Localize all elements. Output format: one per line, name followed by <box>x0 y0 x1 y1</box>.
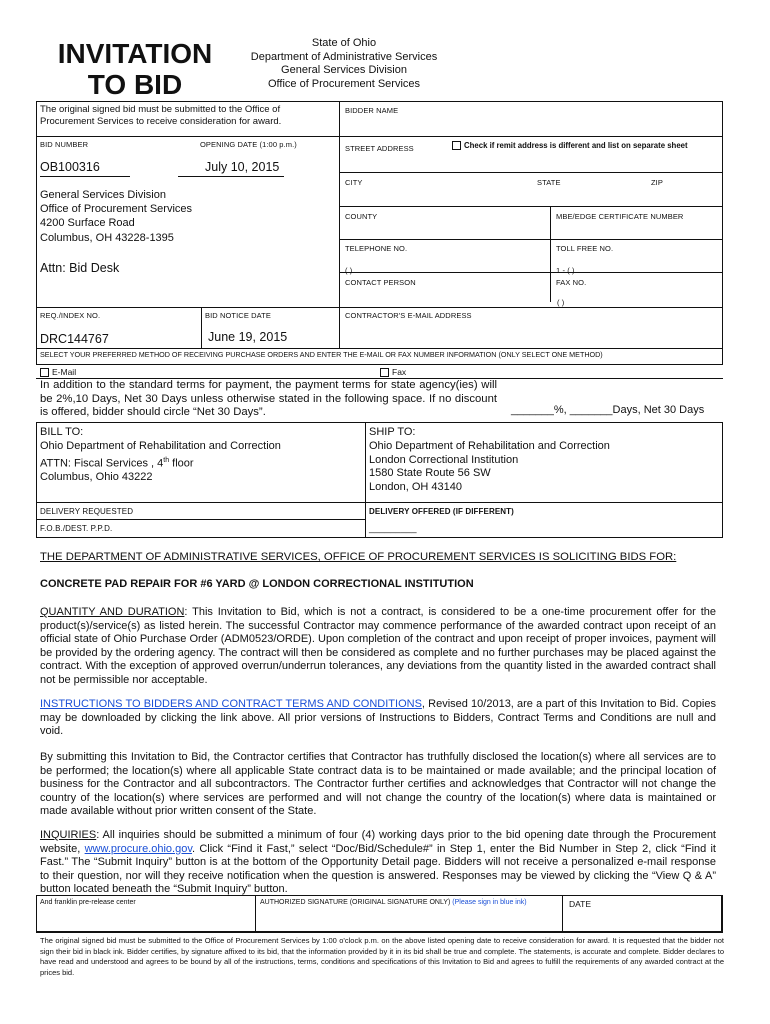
toll-free-field[interactable]: 1 - ( ) <box>556 266 575 275</box>
soliciting-heading: THE DEPARTMENT OF ADMINISTRATIVE SERVICES, OFFICE OF PROCUREMENT SERVICES IS SOLICITING BIDS FOR: <box>40 551 677 563</box>
divider <box>339 206 723 207</box>
address-line: General Services Division <box>40 189 166 201</box>
underline <box>178 176 284 177</box>
fob-label: F.O.B./DEST. P.P.D. <box>40 524 113 533</box>
divider <box>36 519 365 520</box>
county-label: COUNTY <box>345 212 378 221</box>
contact-person-label: CONTACT PERSON <box>345 278 416 287</box>
column-divider <box>339 101 340 348</box>
ship-to-line: London Correctional Institution <box>369 453 519 466</box>
payment-terms-text: In addition to the standard terms for payment, the payment terms for state agency(ies) will be 2%,10 Days, Net 30 Days unless otherwise stated in the following space. If no discount is offered, bidder should circle “Net 30 Days”. <box>40 379 497 419</box>
state-label: STATE <box>537 178 561 187</box>
delivery-requested-label: DELIVERY REQUESTED <box>40 507 134 516</box>
footer-note: The original signed bid must be submitted to the Office of Procurement Services by 1:00 o'clock p.m. on the above listed opening date to receive consideration for award. It is requested that the bidder not sign their bid in black ink. Bidder certifies, by signature affixed to its bid, that the information provided by it in its bid shall be true and complete. The statements, is accurate and complete. Bidder declares to have read and understood and agrees to be bound by all of the instructions, terms, conditions and specifications of this Invitation to Bid and agrees to fulfill the requirements of any awarded contract at the prices bid. <box>40 936 724 977</box>
instructions-text: , Revised 10/2013, are a part of this Invitation to Bid. Copies may be downloaded by clicking the link above. All prior versions of Instructions to Bidders, Contract Terms and Conditions are null and void. <box>40 698 716 738</box>
ship-to-line: Ohio Department of Rehabilitation and Correction <box>369 439 610 452</box>
payment-terms-blank[interactable]: _______%, _______Days, Net 30 Days <box>511 404 705 416</box>
agency-header <box>228 37 460 91</box>
bill-to-line: Ohio Department of Rehabilitation and Correction <box>40 439 281 452</box>
divider <box>365 422 366 538</box>
divider <box>201 307 202 348</box>
authorized-signature-field[interactable] <box>260 908 558 930</box>
bill-to-line: Columbus, Ohio 43222 <box>40 471 153 484</box>
address-line: Office of Procurement Services <box>40 203 193 216</box>
title-line-1: INVITATION <box>57 38 213 69</box>
toll-free-label: TOLL FREE NO. <box>556 244 614 253</box>
divider <box>36 348 723 349</box>
email-address-label: CONTRACTOR'S E-MAIL ADDRESS <box>345 311 472 320</box>
project-title: CONCRETE PAD REPAIR FOR #6 YARD @ LONDON CORRECTIONAL INSTITUTION <box>40 578 474 590</box>
telephone-label: TELEPHONE NO. <box>345 244 408 253</box>
authorized-signature-label <box>260 899 527 906</box>
bid-notice-date-value: June 19, 2015 <box>208 330 288 344</box>
method-instruction: SELECT YOUR PREFERRED METHOD OF RECEIVING PURCHASE ORDERS AND ENTER THE E-MAIL OR FAX NUMBER INFORMATION (ONLY SELECT ONE METHOD) <box>40 350 603 359</box>
inquiries-text: . Click “Find it Fast,” select “Doc/Bid/Schedule#” in Step 1, enter the Bid Number in Step 2, click “Find it Fast.” The “Submit Inquiry” button is at the bottom of the Opportunity Detail page. Bidders will not receive a personalized e-mail response to their question, nor will they receive notification when the question is answered. Responses may be viewed by clicking the “View Q & A” button located beneath the “Submit Inquiry” button. <box>40 842 716 896</box>
bid-number-label: BID NUMBER <box>40 140 89 149</box>
remit-address-checkbox-row[interactable] <box>452 141 688 150</box>
divider <box>339 239 723 240</box>
fax-method-label: Fax <box>392 367 407 377</box>
signature-left-note: And franklin pre-release center <box>40 899 136 906</box>
opening-date-value: July 10, 2015 <box>205 160 280 174</box>
title-line-2: TO BID <box>87 69 183 100</box>
divider <box>255 895 256 933</box>
blue-ink-note: (Please sign in blue ink) <box>452 899 527 906</box>
ship-to-line: 1580 State Route 56 SW <box>369 467 491 480</box>
email-method-label: E-Mail <box>52 367 77 377</box>
procure-website-link[interactable]: www.procure.ohio.gov <box>84 842 193 855</box>
bid-number-value: OB100316 <box>40 160 100 174</box>
inquiries-heading: INQUIRIES <box>40 829 97 841</box>
divider <box>36 502 723 503</box>
bid-desk-address <box>40 188 192 245</box>
bid-notice-date-label: BID NOTICE DATE <box>205 311 271 320</box>
telephone-field[interactable]: ( ) <box>345 266 353 275</box>
ship-to-line: London, OH 43140 <box>369 481 462 494</box>
req-index-value: DRC144767 <box>40 332 109 346</box>
agency-line: Department of Administrative Services <box>250 50 438 63</box>
mbe-certificate-label: MBE/EDGE CERTIFICATE NUMBER <box>556 212 684 221</box>
remit-address-checkbox[interactable] <box>452 141 461 150</box>
agency-line: State of Ohio <box>311 37 377 49</box>
quantity-duration-heading: QUANTITY AND DURATION <box>40 606 185 618</box>
address-line: 4200 Surface Road <box>40 217 135 230</box>
date-label: DATE <box>569 899 592 909</box>
bill-to-text: ATTN: Fiscal Services , 4 <box>40 457 164 470</box>
bill-to-block <box>40 426 281 485</box>
remit-address-checkbox-label: Check if remit address is different and list on separate sheet <box>464 141 688 150</box>
underline <box>40 176 130 177</box>
inquiries-text: : All inquiries should be submitted a minimum of four (4) working days prior to the bid opening date through the Procurement website, <box>40 829 716 855</box>
bill-to-superscript: th <box>163 456 170 464</box>
fax-label: FAX NO. <box>556 278 587 287</box>
divider <box>339 307 723 308</box>
bill-to-line <box>40 454 281 471</box>
date-field[interactable] <box>568 910 718 930</box>
address-line: Columbus, OH 43228-1395 <box>40 231 174 244</box>
submit-note: The original signed bid must be submitted to the Office of Procurement Services to receive consideration for award. <box>40 104 282 127</box>
quantity-duration-text: : This Invitation to Bid, which is not a contract, is considered to be a one-time procurement offer for the product(s)/service(s) as listed herein. The successful Contractor may commence performance of the awarded contract upon receipt of an official state of Ohio Purchase Order (ADM0523/ORDE). Upon completion of the contract and upon receipt of proper invoices, payment will be provided by the ordering agency. The contract will then be considered as complete and no further purchases may be placed against the contract. With the exception of approved overrun/underrun tolerances, any deviations from the quantity listed in the awarded contract shall not be permissible nor acceptable. <box>40 606 716 686</box>
email-method-option[interactable] <box>40 367 76 377</box>
bidder-name-label: BIDDER NAME <box>345 106 399 115</box>
agency-line: General Services Division <box>281 64 407 76</box>
fax-method-checkbox[interactable] <box>380 368 389 377</box>
opening-date-label: OPENING DATE (1:00 p.m.) <box>200 140 297 149</box>
instructions-link[interactable]: INSTRUCTIONS TO BIDDERS AND CONTRACT TERMS AND CONDITIONS <box>40 698 422 710</box>
agency-line: Office of Procurement Services <box>267 77 421 90</box>
email-method-checkbox[interactable] <box>40 368 49 377</box>
document-title <box>40 38 230 100</box>
bill-to-text: floor <box>169 457 194 470</box>
zip-label: ZIP <box>651 178 663 187</box>
ship-to-label: SHIP TO: <box>369 426 416 438</box>
delivery-offered-field[interactable]: _________ <box>369 523 417 534</box>
divider <box>36 136 339 137</box>
divider <box>339 136 723 137</box>
authorized-signature-text: AUTHORIZED SIGNATURE (ORIGINAL SIGNATURE ONLY) <box>260 899 453 906</box>
instructions-paragraph <box>40 698 716 739</box>
bill-to-label: BILL TO: <box>40 426 84 438</box>
inquiries-paragraph <box>40 829 716 897</box>
divider <box>36 307 339 308</box>
divider <box>339 172 723 173</box>
divider <box>562 895 563 933</box>
divider <box>339 272 723 273</box>
quantity-duration-paragraph <box>40 606 716 688</box>
city-label: CITY <box>345 178 363 187</box>
divider <box>550 206 551 302</box>
fax-field[interactable]: ( ) <box>557 298 565 307</box>
certification-paragraph: By submitting this Invitation to Bid, the Contractor certifies that Contractor has truthfully disclosed the location(s) where all services are to be performed; the location(s) where all applicable State contract data is to be maintained or made available; and the principal location of business for the Contractor and all subcontractors. The Contractor further certifies and acknowledges that Contractor will not change the country of the location(s) where services are performed and will not change the country of the location(s) where data is maintained or made available without prior written consent of the State. <box>40 751 716 818</box>
req-index-label: REQ./INDEX NO. <box>40 311 101 320</box>
attn-bid-desk: Attn: Bid Desk <box>40 261 120 275</box>
email-address-field[interactable] <box>343 321 721 345</box>
ship-to-block <box>369 426 610 495</box>
delivery-offered-label: DELIVERY OFFERED (IF DIFFERENT) <box>369 507 514 516</box>
street-address-label: STREET ADDRESS <box>345 144 414 153</box>
fax-method-option[interactable] <box>380 367 406 377</box>
bidder-name-field[interactable] <box>343 116 721 134</box>
